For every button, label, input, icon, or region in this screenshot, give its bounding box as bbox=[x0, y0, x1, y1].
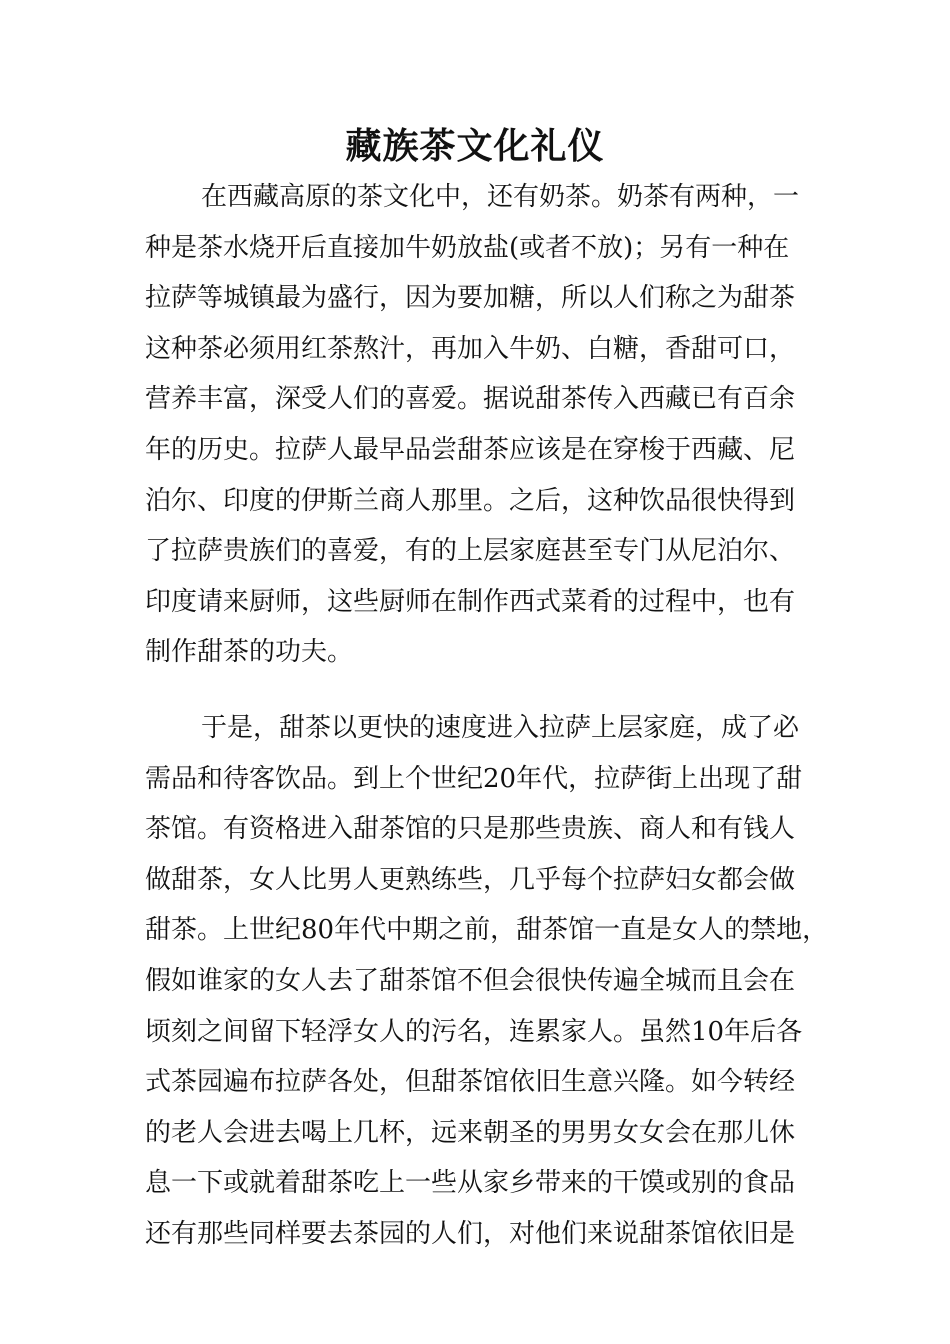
paragraph-line: 营养丰富，深受人们的喜爱。据说甜茶传入西藏已有百余 bbox=[145, 384, 796, 415]
document-body bbox=[145, 172, 835, 1259]
paragraph-2 bbox=[145, 703, 835, 1260]
paragraph-line: 了拉萨贵族们的喜爱，有的上层家庭甚至专门从尼泊尔、 bbox=[145, 536, 796, 567]
paragraph-line: 种是茶水烧开后直接加牛奶放盐(或者不放)；另有一种在 bbox=[145, 232, 790, 263]
paragraph-gap bbox=[145, 678, 835, 703]
paragraph-line: 的老人会进去喝上几杯，远来朝圣的男男女女会在那儿休 bbox=[145, 1117, 796, 1148]
paragraph-line: 茶馆。有资格进入甜茶馆的只是那些贵族、商人和有钱人 bbox=[145, 814, 796, 845]
paragraph-line: 息一下或就着甜茶吃上一些从家乡带来的干馍或别的食品 bbox=[145, 1168, 796, 1199]
paragraph-line: 这种茶必须用红茶熬汁，再加入牛奶、白糖，香甜可口， bbox=[145, 333, 796, 364]
paragraph-line: 印度请来厨师，这些厨师在制作西式菜肴的过程中，也有 bbox=[145, 586, 796, 617]
paragraph-line: 做甜茶，女人比男人更熟练些，几乎每个拉萨妇女都会做 bbox=[145, 864, 796, 895]
paragraph-line: 假如谁家的女人去了甜茶馆不但会很快传遍全城而且会在 bbox=[145, 965, 796, 996]
paragraph-line: 拉萨等城镇最为盛行，因为要加糖，所以人们称之为甜茶 bbox=[145, 283, 796, 314]
paragraph-line: 式茶园遍布拉萨各处，但甜茶馆依旧生意兴隆。如今转经 bbox=[145, 1067, 796, 1098]
paragraph-1 bbox=[145, 172, 835, 678]
paragraph-line: 甜茶。上世纪80年代中期之前，甜茶馆一直是女人的禁地， bbox=[145, 915, 829, 946]
paragraph-line: 制作甜茶的功夫。 bbox=[145, 637, 354, 668]
paragraph-line: 年的历史。拉萨人最早品尝甜茶应该是在穿梭于西藏、尼 bbox=[145, 434, 796, 465]
paragraph-line: 还有那些同样要去茶园的人们，对他们来说甜茶馆依旧是 bbox=[145, 1218, 796, 1249]
paragraph-line: 泊尔、印度的伊斯兰商人那里。之后，这种饮品很快得到 bbox=[145, 485, 796, 516]
document-title: 藏族茶文化礼仪 bbox=[345, 126, 605, 167]
paragraph-line: 于是，甜茶以更快的速度进入拉萨上层家庭，成了必 bbox=[201, 712, 800, 743]
paragraph-line: 在西藏高原的茶文化中，还有奶茶。奶茶有两种，一 bbox=[201, 182, 800, 212]
paragraph-line: 顷刻之间留下轻浮女人的污名，连累家人。虽然10年后各 bbox=[145, 1016, 803, 1047]
paragraph-line: 需品和待客饮品。到上个世纪20年代，拉萨街上出现了甜 bbox=[145, 763, 803, 794]
